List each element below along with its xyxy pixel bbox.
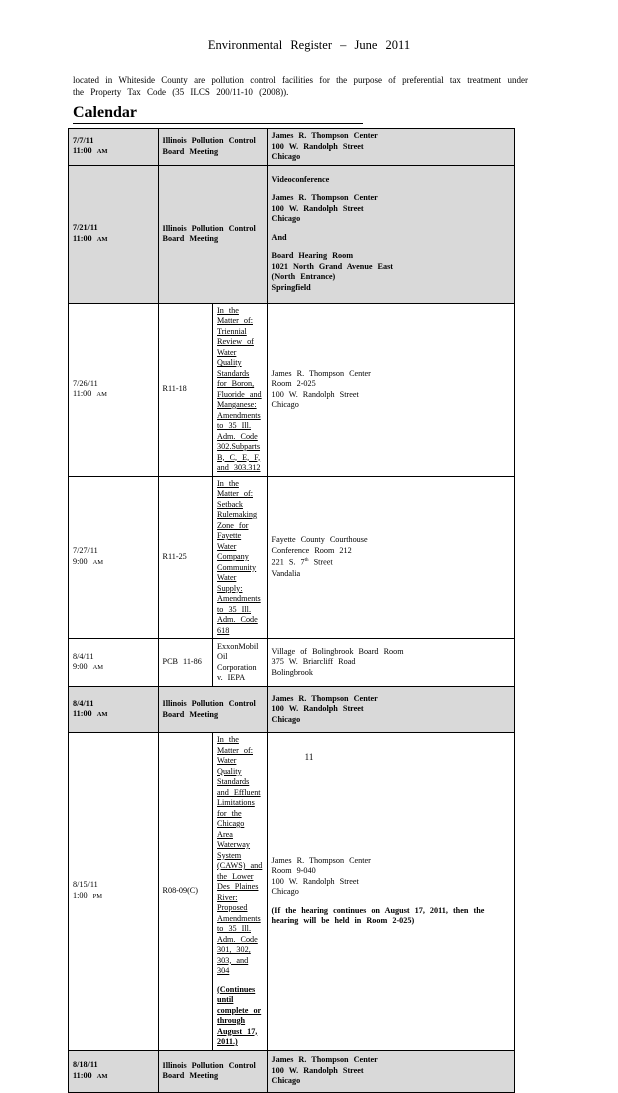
event-cell: Illinois Pollution Control Board Meeting [158,1050,267,1092]
page-header: Environmental Register – June 2011 [207,38,411,52]
date-cell: 7/7/11 11:00 AM [69,129,159,166]
docket-cell: R11-18 [158,303,213,476]
table-row [69,303,515,476]
docket-cell: R08-09(C) [158,733,213,1051]
table-row [69,639,515,687]
intro-paragraph: located in Whiteside County are pollution control facilities for the purpose of preferential tax treatment under the Property Tax Code (35 ILCS 200/11-10 (2008)). [73,75,528,97]
description-cell: ExxonMobil Oil Corporation v. IEPA [213,639,268,687]
docket-cell: R11-25 [158,476,213,639]
date-cell: 7/27/11 9:00 AM [69,476,159,639]
table-row [69,476,515,639]
location-cell: James R. Thompson Center 100 W. Randolph Street Chicago [267,129,514,166]
date-cell: 8/15/11 1:00 PM [69,733,159,1051]
location-cell: James R. Thompson Center 100 W. Randolph Street Chicago [267,687,514,733]
event-cell: Illinois Pollution Control Board Meeting [158,129,267,166]
date-cell: 8/4/11 11:00 AM [69,687,159,733]
location-cell: Fayette County Courthouse Conference Room 212 221 S. 7th Street Vandalia [267,476,514,639]
location-cell: James R. Thompson Center 100 W. Randolph Street Chicago [267,1050,514,1092]
table-row [69,165,515,303]
description-cell: In the Matter of: Triennial Review of Water Quality Standards for Boron, Fluoride and Manganese: Amendments to 35 Ill. Adm. Code 302.Subparts B, C, E, F, and 303.312 [213,303,268,476]
date-cell: 7/26/11 11:00 AM [69,303,159,476]
date-cell: 8/18/11 11:00 AM [69,1050,159,1092]
docket-cell: PCB 11-86 [158,639,213,687]
table-row [69,733,515,1051]
date-cell: 8/4/11 9:00 AM [69,639,159,687]
calendar-title: Calendar [73,104,363,124]
location-cell: Videoconference James R. Thompson Center 100 W. Randolph Street Chicago And Board Hearing Room 1021 North Grand Avenue East (North Entrance) Springfield [267,165,514,303]
location-cell: Village of Bolingbrook Board Room 375 W. Briarcliff Road Bolingbrook [267,639,514,687]
description-cell: In the Matter of: Setback Rulemaking Zone for Fayette Water Company Community Water Supply: Amendments to 35 Ill. Adm. Code 618 [213,476,268,639]
calendar-table [68,128,515,1093]
event-cell: Illinois Pollution Control Board Meeting [158,165,267,303]
date-cell: 7/21/11 11:00 AM [69,165,159,303]
page-number: 11 [304,752,314,762]
table-row [69,129,515,166]
table-row [69,687,515,733]
description-cell: In the Matter of: Water Quality Standards and Effluent Limitations for the Chicago Area Waterway System (CAWS) and the Lower Des Plaines River: Proposed Amendments to 35 Ill. Adm. Code 301, 302, 303, and 304 (Continues until complete or through August 17, 2011.) [213,733,268,1051]
event-cell: Illinois Pollution Control Board Meeting [158,687,267,733]
location-cell: James R. Thompson Center Room 9-040 100 W. Randolph Street Chicago (If the hearing continues on August 17, 2011, then the hearing will be held in Room 2-025) [267,733,514,1051]
table-row [69,1050,515,1092]
location-cell: James R. Thompson Center Room 2-025 100 W. Randolph Street Chicago [267,303,514,476]
